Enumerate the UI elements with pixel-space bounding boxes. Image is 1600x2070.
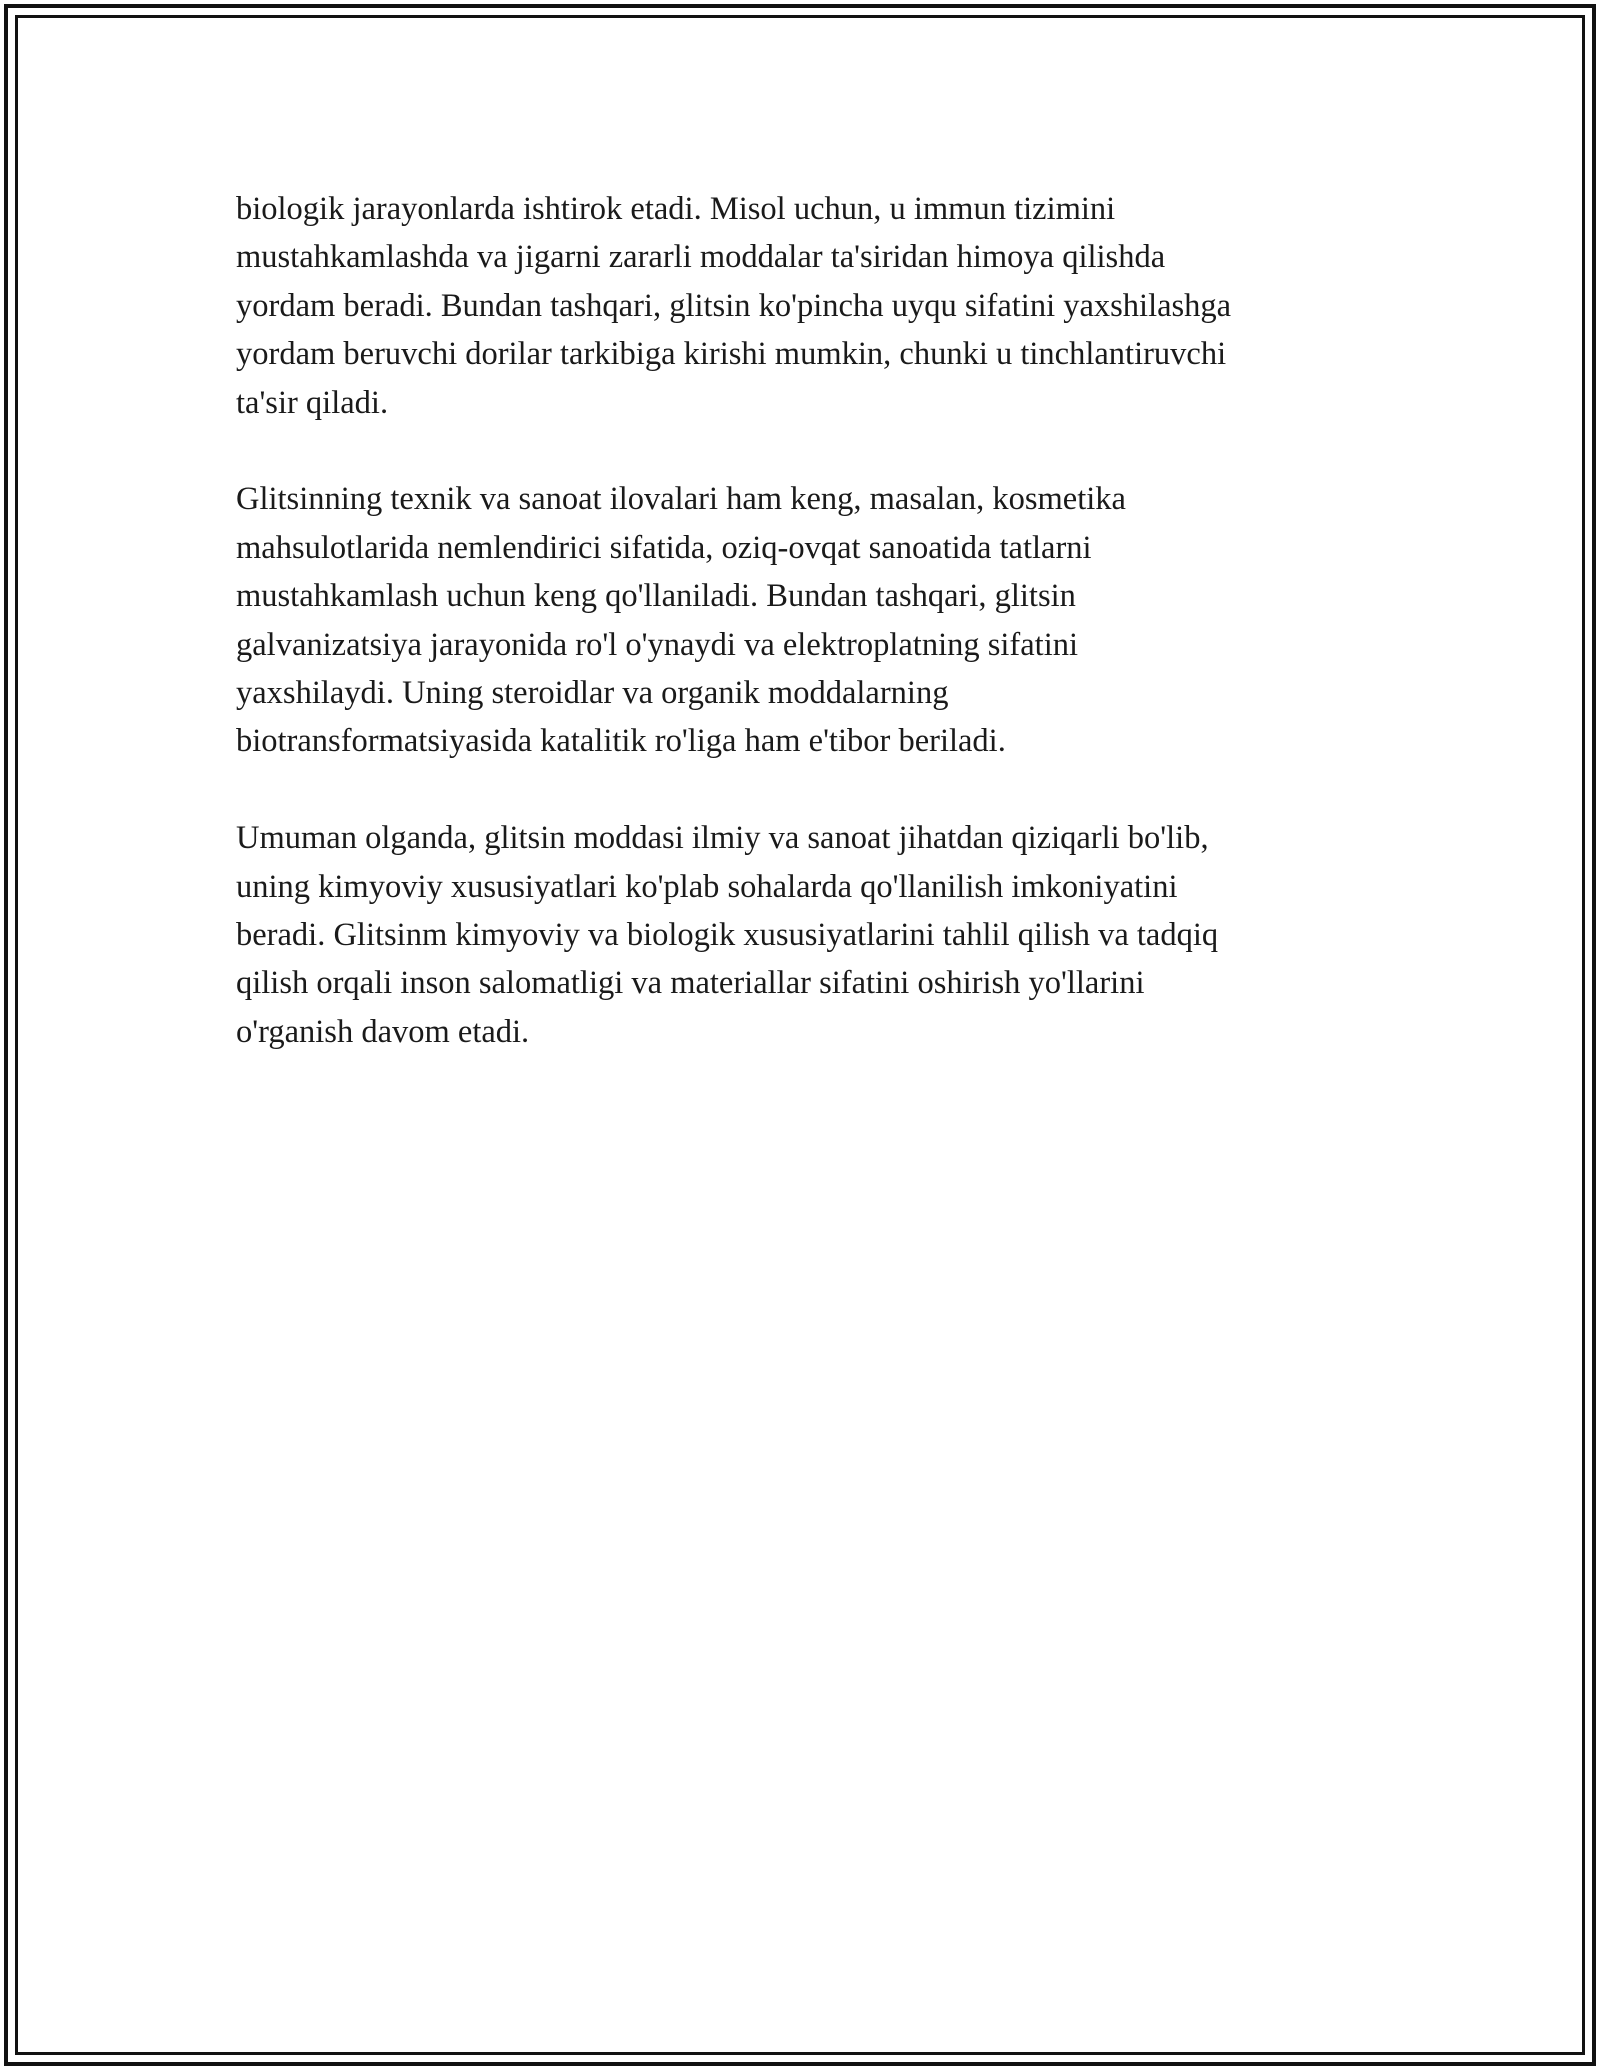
paragraph-1 (236, 185, 1376, 427)
paragraph-3 (236, 814, 1376, 1056)
text-line: yaxshilaydi. Uning steroidlar va organik moddalarning (236, 675, 949, 712)
text-line: Umuman olganda, glitsin moddasi ilmiy va sanoat jihatdan qiziqarli bo'lib, (236, 820, 1209, 857)
text-line: o'rganish davom etadi. (236, 1013, 530, 1050)
text-line: biologik jarayonlarda ishtirok etadi. Misol uchun, u immun tizimini (236, 191, 1116, 227)
text-line: yordam beradi. Bundan tashqari, glitsin ko'pincha uyqu sifatini yaxshilashga (236, 287, 1232, 324)
text-line: biotransformatsiyasida katalitik ro'liga ham e'tibor beriladi. (236, 723, 1006, 760)
text-line: Glitsinning texnik va sanoat ilovalari ham keng, masalan, kosmetika (236, 481, 1126, 518)
text-line: galvanizatsiya jarayonida ro'l o'ynaydi va elektroplatning sifatini (236, 626, 1079, 663)
text-line: qilish orqali inson salomatligi va materiallar sifatini oshirish yo'llarini (236, 965, 1145, 1002)
text-line: uning kimyoviy xususiyatlari ko'plab sohalarda qo'llanilish imkoniyatini (236, 868, 1178, 905)
text-line: mahsulotlarida nemlendirici sifatida, oziq-ovqat sanoatida tatlarni (236, 529, 1092, 566)
text-line: yordam beruvchi dorilar tarkibiga kirishi mumkin, chunki u tinchlantiruvchi (236, 336, 1227, 373)
text-line: beradi. Glitsinm kimyoviy va biologik xususiyatlarini tahlil qilish va tadqiq (236, 917, 1219, 954)
text-line: mustahkamlash uchun keng qo'llaniladi. Bundan tashqari, glitsin (236, 578, 1076, 615)
text-line: mustahkamlashda va jigarni zararli moddalar ta'siridan himoya qilishda (236, 239, 1166, 276)
paragraph-2 (236, 475, 1376, 765)
document-body (236, 185, 1376, 1105)
text-line: ta'sir qiladi. (236, 384, 389, 421)
